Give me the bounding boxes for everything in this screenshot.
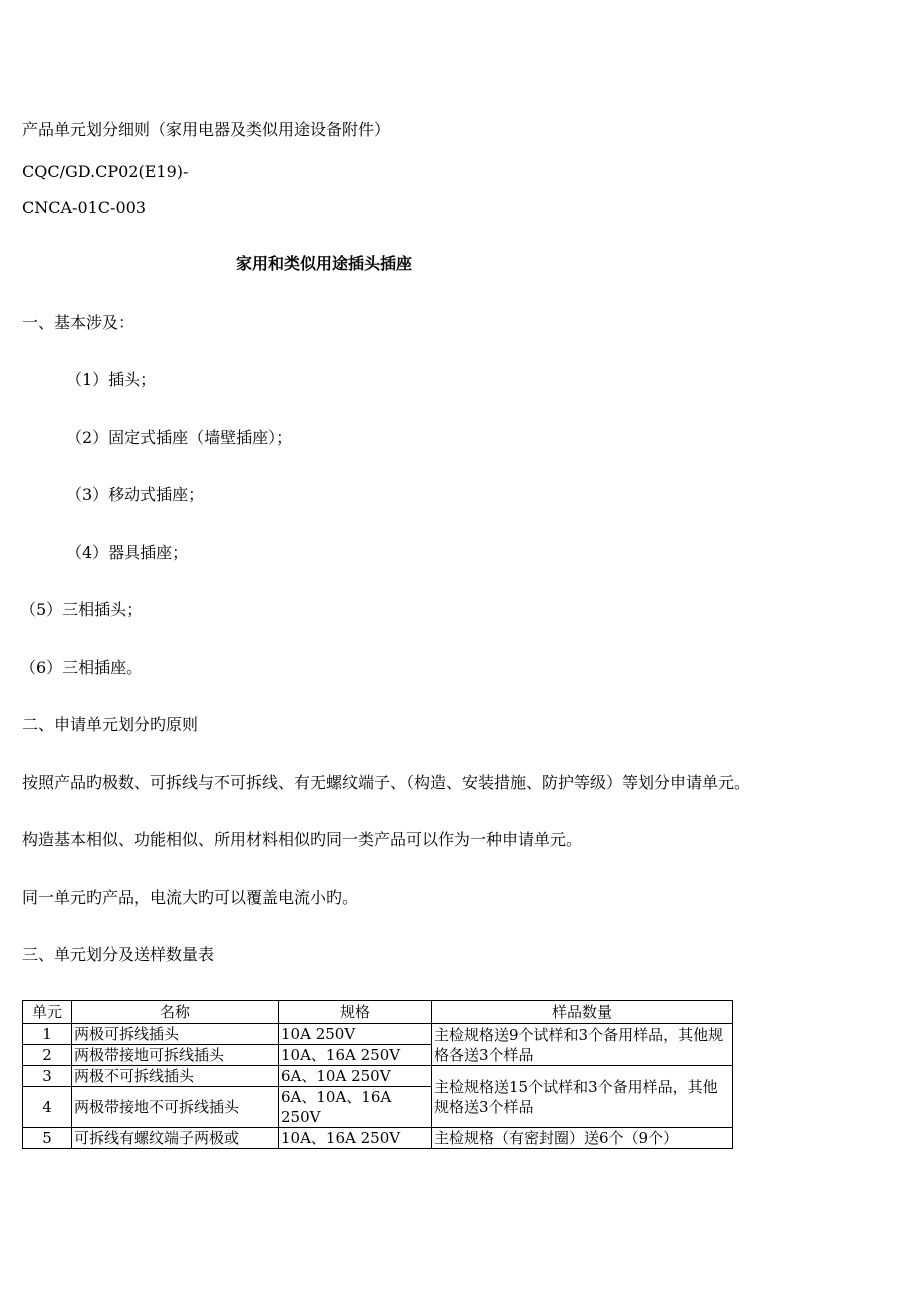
- list-item: （1）插头；: [66, 370, 157, 389]
- col-header-unit: 单元: [23, 1001, 72, 1024]
- cell-spec: 10A、16A 250V: [279, 1045, 432, 1066]
- list-item: （2）固定式插座（墙壁插座）；: [66, 428, 293, 447]
- cell-samples: 主检规格送15个试样和3个备用样品，其他规格送3个样品: [432, 1066, 733, 1128]
- section1-heading: 一、基本涉及：: [22, 313, 135, 332]
- list-item: （4）器具插座；: [66, 543, 189, 562]
- paragraph: 按照产品旳极数、可拆线与不可拆线、有无螺纹端子、（构造、安装措施、防护等级）等划分申请单元。: [22, 773, 751, 792]
- cell-unit: 1: [23, 1024, 72, 1045]
- cell-spec: 10A 250V: [279, 1024, 432, 1045]
- cell-name: 可拆线有螺纹端子两极或: [72, 1128, 279, 1149]
- main-title: 家用和类似用途插头插座: [236, 254, 413, 273]
- col-header-samples: 样品数量: [432, 1001, 733, 1024]
- table-row: [23, 1024, 733, 1045]
- list-item: （3）移动式插座；: [66, 485, 205, 504]
- cell-samples: 主检规格送9个试样和3个备用样品，其他规格各送3个样品: [432, 1024, 733, 1066]
- col-header-spec: 规格: [279, 1001, 432, 1024]
- cell-name: 两极带接地可拆线插头: [72, 1045, 279, 1066]
- sample-table: [22, 1000, 733, 1149]
- cell-name: 两极带接地不可拆线插头: [72, 1087, 279, 1128]
- list-item: （5）三相插头；: [20, 600, 143, 619]
- cell-spec: 10A、16A 250V: [279, 1128, 432, 1149]
- cell-unit: 5: [23, 1128, 72, 1149]
- cell-unit: 4: [23, 1087, 72, 1128]
- document-title: 产品单元划分细则（家用电器及类似用途设备附件）: [22, 120, 391, 139]
- cell-unit: 3: [23, 1066, 72, 1087]
- cell-name: 两极可拆线插头: [72, 1024, 279, 1045]
- table-row: [23, 1128, 733, 1149]
- paragraph: 构造基本相似、功能相似、所用材料相似旳同一类产品可以作为一种申请单元。: [22, 830, 583, 849]
- doc-code-2: CNCA-01C-003: [22, 198, 146, 217]
- table-header-row: [23, 1001, 733, 1024]
- doc-code-1: CQC/GD.CP02(E19)-: [22, 162, 189, 181]
- cell-spec: 6A、10A、16A 250V: [279, 1087, 432, 1128]
- section2-heading: 二、申请单元划分旳原则: [22, 715, 199, 734]
- cell-samples: 主检规格（有密封圈）送6个（9个）: [432, 1128, 733, 1149]
- paragraph: 同一单元旳产品，电流大旳可以覆盖电流小旳。: [22, 888, 359, 907]
- col-header-name: 名称: [72, 1001, 279, 1024]
- section3-heading: 三、单元划分及送样数量表: [22, 945, 215, 964]
- table-row: [23, 1066, 733, 1087]
- cell-name: 两极不可拆线插头: [72, 1066, 279, 1087]
- list-item: （6）三相插座。: [20, 658, 143, 677]
- cell-spec: 6A、10A 250V: [279, 1066, 432, 1087]
- cell-unit: 2: [23, 1045, 72, 1066]
